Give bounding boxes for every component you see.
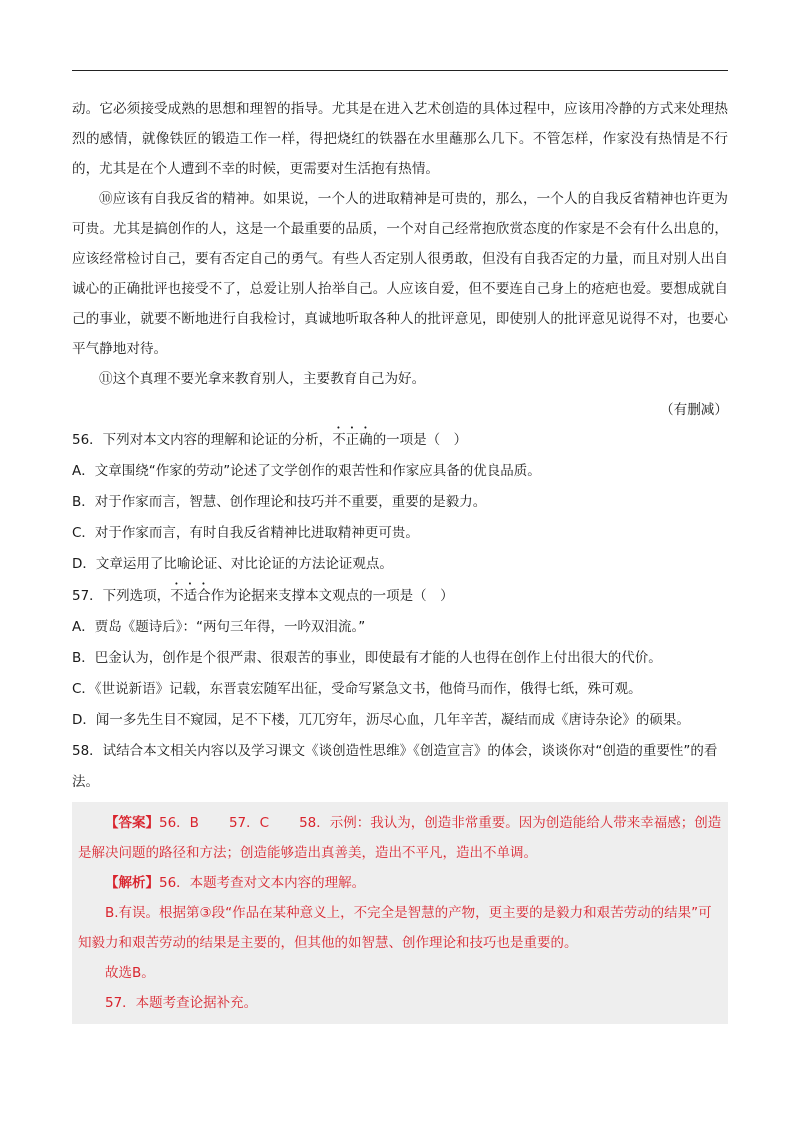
analysis-line-1 — [78, 868, 722, 898]
question-57-stem — [72, 580, 728, 612]
answer-panel — [72, 802, 728, 1024]
question-56-option-a: A．文章围绕“作家的劳动”论述了文学创作的艰苦性和作家应具备的优良品质。 — [72, 463, 541, 479]
question-57-option-a: A．贾岛《题诗后》：“两句三年得，一吟双泪流。” — [72, 619, 366, 635]
question-57-stem-post: 作为论据来支撑本文观点的一项是（ ） — [210, 588, 454, 604]
answer-line — [78, 808, 722, 868]
answer-56: 56．B — [159, 815, 199, 831]
question-56-emphasis: 不正确 — [332, 432, 373, 448]
analysis-line-4: 57．本题考查论据补充。 — [105, 995, 258, 1011]
passage-paragraph-9-end: 动。它必须接受成熟的思想和理智的指导。尤其是在进入艺术创造的具体过程中，应该用冷静的方式来处理热烈的感情，就像铁匠的锻造工作一样，得把烧红的铁器在水里蘸那么几下。不管怎样，作家没有热情是不行的，尤其是在个人遭到不幸的时候，更需要对生活抱有热情。 — [72, 101, 728, 177]
question-56-option-c: C．对于作家而言，有时自我反省精神比进取精神更可贵。 — [72, 525, 419, 541]
question-57-option-d: D．闻一多先生目不窥园，足不下楼，兀兀穷年，沥尽心血，几年辛苦，凝结而成《唐诗杂论》的硕果。 — [72, 712, 690, 728]
answer-tag: 【答案】 — [105, 815, 159, 831]
analysis-line-2: B.有误。根据第③段“作品在某种意义上，不完全是智慧的产物，更主要的是毅力和艰苦劳动的结果”可知毅力和艰苦劳动的结果是主要的，但其他的如智慧、创作理论和技巧也是重要的。 — [78, 905, 712, 951]
page-content — [72, 94, 728, 1024]
passage-paragraph-11: ⑪这个真理不要光拿来教育别人，主要教育自己为好。 — [99, 371, 426, 387]
answer-58: 58．示例：我认为，创造非常重要。因为创造能给人带来幸福感；创造是解决问题的路径和方法；创造能够造出真善美，造出不平凡，造出不单调。 — [78, 815, 722, 861]
question-56-stem — [72, 424, 728, 456]
passage-paragraph-10: ⑩应该有自我反省的精神。如果说，一个人的进取精神是可贵的，那么，一个人的自我反省精神也许更为可贵。尤其是搞创作的人，这是一个最重要的品质，一个对自己经常抱欣赏态度的作家是不会有什么出息的，应该经常检讨自己，要有否定自己的勇气。有些人否定别人很勇敢，但没有自我否定的力量，而且对别人出自诚心的正确批评也接受不了，总爱让别人抬举自己。人应该自爱，但不要连自己身上的疮疤也爱。要想成就自己的事业，就要不断地进行自我检讨，真诚地听取各种人的批评意见，即使别人的批评意见说得不对，也要心平气静地对待。 — [72, 191, 728, 357]
analysis-56-intro: 56．本题考查对文本内容的理解。 — [159, 875, 366, 891]
question-56-stem-post: 的一项是（ ） — [372, 432, 468, 448]
question-57-stem-pre: 57．下列选项， — [72, 588, 171, 604]
question-56-option-d: D．文章运用了比喻论证、对比论证的方法论证观点。 — [72, 556, 393, 572]
answer-57: 57．C — [228, 815, 270, 831]
analysis-line-3: 故选B。 — [105, 965, 155, 981]
question-56-option-b: B．对于作家而言，智慧、创作理论和技巧并不重要，重要的是毅力。 — [72, 494, 487, 510]
question-58-stem: 58．试结合本文相关内容以及学习课文《谈创造性思维》《创造宣言》的体会，谈谈你对“创造的重要性”的看法。 — [72, 743, 718, 790]
question-56-stem-pre: 56．下列对本文内容的理解和论证的分析， — [72, 432, 333, 448]
question-57-emphasis: 不适合 — [170, 588, 211, 604]
analysis-tag: 【解析】 — [105, 875, 159, 891]
question-57-option-c: C．《世说新语》记载，东晋袁宏随军出征，受命写紧急文书，他倚马而作，俄得七纸，殊可观。 — [72, 681, 642, 697]
question-57-option-b: B．巴金认为，创作是个很严肃、很艰苦的事业，即使最有才能的人也得在创作上付出很大的代价。 — [72, 650, 662, 666]
source-note: （有删减） — [660, 402, 728, 418]
header-rule — [72, 70, 728, 71]
